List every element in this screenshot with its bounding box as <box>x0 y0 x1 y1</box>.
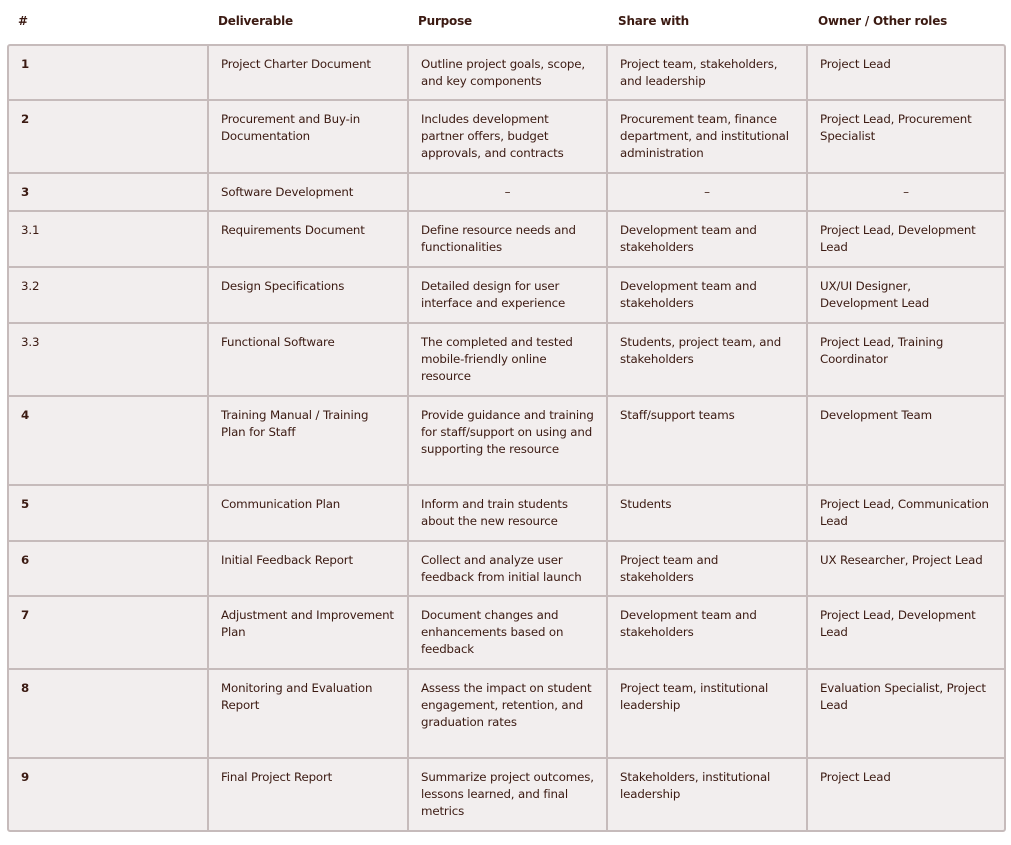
purpose-cell: Provide guidance and training for staff/support on using and supporting the resource <box>409 397 608 486</box>
table-row <box>9 759 1004 830</box>
deliverable-cell: Final Project Report <box>209 759 409 830</box>
owner-cell: UX Researcher, Project Lead <box>808 542 1004 597</box>
owner-cell: Development Team <box>808 397 1004 486</box>
purpose-cell: – <box>409 174 608 212</box>
owner-cell: Project Lead <box>820 770 891 784</box>
purpose-cell: Assess the impact on student engagement, retention, and graduation rates <box>409 670 608 759</box>
share-with-cell: Project team and stakeholders <box>608 542 808 597</box>
owner-cell: UX/UI Designer, Development Lead <box>808 268 1004 324</box>
owner-cell: Project Lead, Communication Lead <box>808 486 1004 542</box>
row-number: 6 <box>9 542 209 597</box>
purpose-cell: Define resource needs and functionalities <box>409 212 608 268</box>
table-row <box>9 268 1004 324</box>
deliverable-cell: Initial Feedback Report <box>209 542 409 597</box>
row-number: 1 <box>9 46 209 101</box>
deliverable-cell: Software Development <box>209 174 409 212</box>
share-with-cell: Development team and stakeholders <box>608 212 808 268</box>
deliverable-cell: Functional Software <box>209 324 409 397</box>
deliverables-table-body <box>9 46 1004 830</box>
table-row <box>9 212 1004 268</box>
owner-cell: Project Lead, Training Coordinator <box>808 324 1004 397</box>
row-number: 5 <box>9 486 209 542</box>
deliverable-cell: Monitoring and Evaluation Report <box>209 670 409 759</box>
deliverable-cell: Communication Plan <box>209 486 409 542</box>
table-row <box>9 486 1004 542</box>
header-number: # <box>18 14 28 28</box>
owner-cell: Evaluation Specialist, Project Lead <box>808 670 1004 759</box>
purpose-cell: Collect and analyze user feedback from initial launch <box>409 542 608 597</box>
purpose-cell: The completed and tested mobile-friendly online resource <box>409 324 608 397</box>
owner-cell: Project Lead <box>808 46 1004 101</box>
row-number: 7 <box>9 597 209 670</box>
purpose-cell: Inform and train students about the new resource <box>409 486 608 542</box>
share-with-cell: Students, project team, and stakeholders <box>608 324 808 397</box>
table-row <box>9 46 1004 101</box>
share-with-cell: Stakeholders, institutional leadership <box>608 759 808 830</box>
share-with-cell: Project team, institutional leadership <box>608 670 808 759</box>
header-owner: Owner / Other roles <box>818 14 948 28</box>
share-with-cell: Students <box>608 486 808 542</box>
header-purpose: Purpose <box>418 14 472 28</box>
share-with-cell: – <box>608 174 808 212</box>
owner-cell: – <box>808 174 1004 212</box>
table-row <box>9 597 1004 670</box>
table-row <box>9 324 1004 397</box>
deliverable-cell: Procurement and Buy-in Documentation <box>209 101 409 174</box>
purpose-cell: Outline project goals, scope, and key components <box>409 46 608 101</box>
owner-cell: Project Lead, Development Lead <box>808 212 1004 268</box>
purpose-cell: Document changes and enhancements based on feedback <box>409 597 608 670</box>
deliverable-cell: Adjustment and Improvement Plan <box>209 597 409 670</box>
share-with-cell: Development team and stakeholders <box>608 597 808 670</box>
purpose-cell: Includes development partner offers, budget approvals, and contracts <box>409 101 608 174</box>
share-with-cell: Procurement team, finance department, and institutional administration <box>608 101 808 174</box>
owner-cell: Project Lead, Development Lead <box>808 597 1004 670</box>
table-row <box>9 397 1004 486</box>
owner-cell: Project Lead, Procurement Specialist <box>808 101 1004 174</box>
purpose-cell: Detailed design for user interface and experience <box>409 268 608 324</box>
row-number: 3.2 <box>9 268 209 324</box>
share-with-cell: Development team and stakeholders <box>608 268 808 324</box>
table-row <box>9 542 1004 597</box>
row-number: 3 <box>9 174 209 212</box>
table-row <box>9 101 1004 174</box>
deliverable-cell: Project Charter Document <box>209 46 409 101</box>
deliverable-cell: Training Manual / Training Plan for Staff <box>209 397 409 486</box>
row-number: 2 <box>9 101 209 174</box>
deliverable-cell: Requirements Document <box>209 212 409 268</box>
row-number: 4 <box>9 397 209 486</box>
header-deliverable: Deliverable <box>218 14 293 28</box>
share-with-cell: Project team, stakeholders, and leadership <box>608 46 808 101</box>
share-with-cell: Staff/support teams <box>608 397 808 486</box>
deliverables-table <box>7 44 1006 832</box>
table-row <box>9 670 1004 759</box>
row-number: 9 <box>9 759 209 830</box>
header-share-with: Share with <box>618 14 689 28</box>
row-number: 3.3 <box>9 324 209 397</box>
deliverable-cell: Design Specifications <box>209 268 409 324</box>
row-number: 8 <box>9 670 209 759</box>
table-row <box>9 174 1004 212</box>
purpose-cell: Summarize project outcomes, lessons learned, and final metrics <box>409 759 608 830</box>
row-number: 3.1 <box>9 212 209 268</box>
table-header <box>7 0 1005 44</box>
